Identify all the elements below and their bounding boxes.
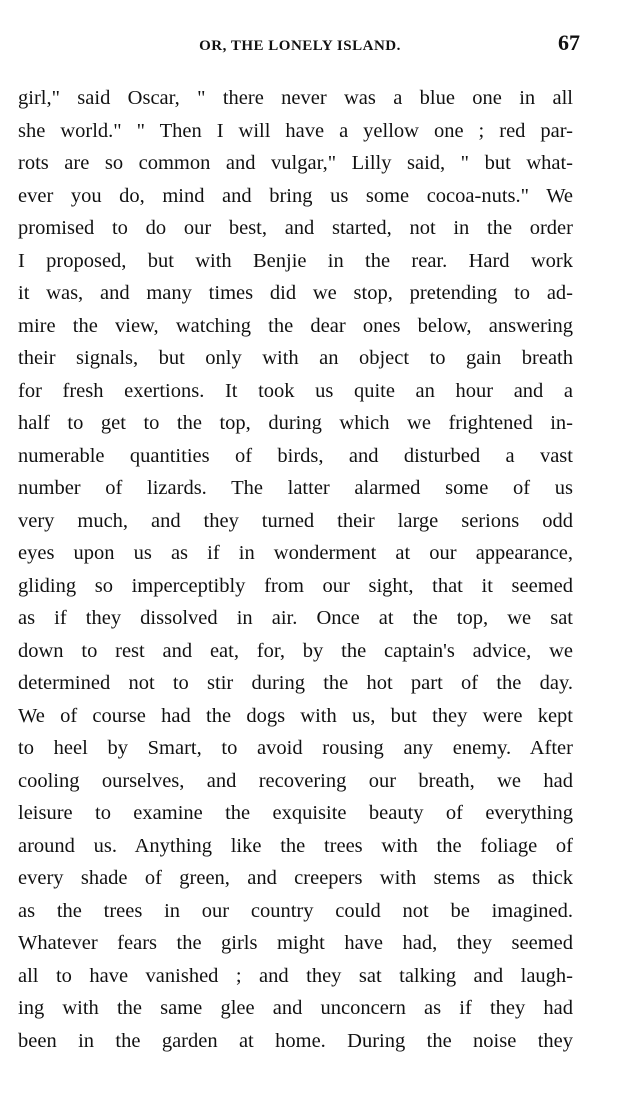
text-line: every shade of green, and creepers with stems as thick xyxy=(18,867,573,889)
text-line: We of course had the dogs with us, but they were kept xyxy=(18,704,573,727)
text-line: very much, and they turned their large serions odd xyxy=(18,509,573,532)
text-line: Whatever fears the girls might have had, they seemed xyxy=(18,932,573,954)
text-line: gliding so imperceptibly from our sight, that it seemed xyxy=(18,574,573,597)
text-line: all to have vanished ; and they sat talking and laugh- xyxy=(18,964,573,987)
text-line: for fresh exertions. It took us quite an hour and a xyxy=(18,379,573,402)
text-line: I proposed, but with Benjie in the rear. Hard work xyxy=(18,249,573,272)
text-line: number of lizards. The latter alarmed some of us xyxy=(18,477,573,499)
text-line: girl," said Oscar, " there never was a blue one in all xyxy=(18,87,573,109)
text-line: ing with the same glee and unconcern as if they had xyxy=(18,997,573,1019)
body-text xyxy=(18,82,573,1057)
text-line: promised to do our best, and started, not in the order xyxy=(18,217,573,239)
text-line: rots are so common and vulgar," Lilly said, " but what- xyxy=(18,152,573,174)
text-line: she world." " Then I will have a yellow one ; red par- xyxy=(18,119,573,142)
text-line: mire the view, watching the dear ones below, answering xyxy=(18,314,573,337)
text-line: cooling ourselves, and recovering our breath, we had xyxy=(18,769,573,792)
text-line: eyes upon us as if in wonderment at our appearance, xyxy=(18,542,573,564)
text-line: been in the garden at home. During the noise they xyxy=(18,1029,573,1052)
text-line: numerable quantities of birds, and disturbed a vast xyxy=(18,444,573,467)
text-line: leisure to examine the exquisite beauty of everything xyxy=(18,802,573,824)
text-line: determined not to stir during the hot part of the day. xyxy=(18,672,573,694)
text-line: to heel by Smart, to avoid rousing any enemy. After xyxy=(18,737,573,759)
text-line: their signals, but only with an object to gain breath xyxy=(18,347,573,369)
text-line: as the trees in our country could not be imagined. xyxy=(18,899,573,922)
text-line: ever you do, mind and bring us some cocoa-nuts." We xyxy=(18,184,573,207)
text-line: as if they dissolved in air. Once at the top, we sat xyxy=(18,607,573,629)
text-line: down to rest and eat, for, by the captain's advice, we xyxy=(18,639,573,662)
page-header xyxy=(20,30,580,62)
text-line: half to get to the top, during which we frightened in- xyxy=(18,412,573,434)
running-head: OR, THE LONELY ISLAND. xyxy=(199,38,401,54)
text-line: it was, and many times did we stop, pretending to ad- xyxy=(18,282,573,304)
page-number: 67 xyxy=(558,30,580,55)
text-line: around us. Anything like the trees with the foliage of xyxy=(18,834,573,857)
